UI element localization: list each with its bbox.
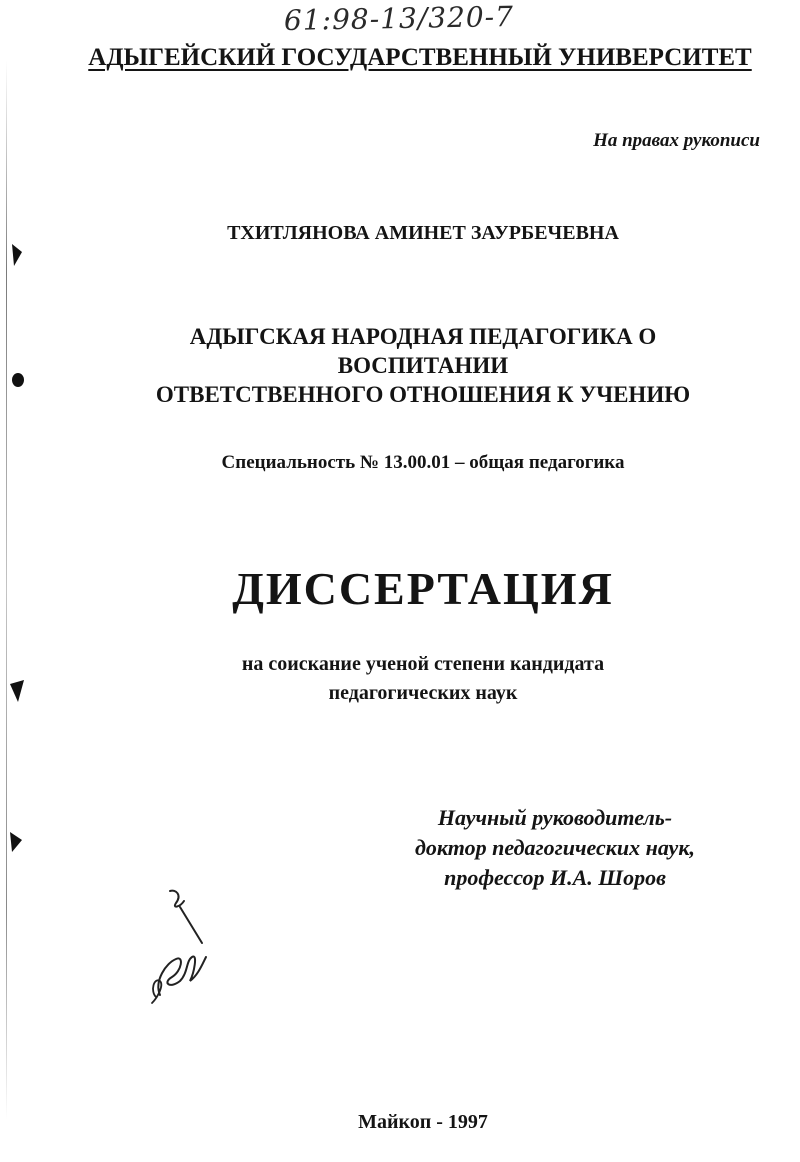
specialty-line: Специальность № 13.00.01 – общая педагогика xyxy=(221,452,625,473)
supervisor-line: доктор педагогических наук, xyxy=(415,835,695,860)
title-line: АДЫГСКАЯ НАРОДНАЯ ПЕДАГОГИКА О xyxy=(189,324,657,349)
archive-code-handwritten: 61:98-13/320-7 xyxy=(283,0,515,38)
degree-line: на соискание ученой степени кандидата xyxy=(241,653,605,675)
work-type-heading: ДИССЕРТАЦИЯ xyxy=(232,563,614,614)
author-name: ТХИТЛЯНОВА АМИНЕТ ЗАУРБЕЧЕВНА xyxy=(227,222,619,244)
rights-note: На правах рукописи xyxy=(593,130,760,151)
title-line: ВОСПИТАНИИ xyxy=(337,353,509,378)
binding-hole-mark-icon xyxy=(8,830,28,854)
supervisor-line: профессор И.А. Шоров xyxy=(444,865,666,890)
dissertation-title xyxy=(0,322,800,409)
signature-icon xyxy=(140,885,230,1015)
degree-line: педагогических наук xyxy=(328,682,518,704)
supervisor-line: Научный руководитель- xyxy=(437,805,673,830)
city-year: Майкоп - 1997 xyxy=(358,1111,488,1133)
supervisor-block xyxy=(380,803,730,893)
university-name: АДЫГЕЙСКИЙ ГОСУДАРСТВЕННЫЙ УНИВЕРСИТЕТ xyxy=(88,44,752,71)
title-line: ОТВЕТСТВЕННОГО ОТНОШЕНИЯ К УЧЕНИЮ xyxy=(155,382,691,407)
degree-statement xyxy=(0,650,800,708)
